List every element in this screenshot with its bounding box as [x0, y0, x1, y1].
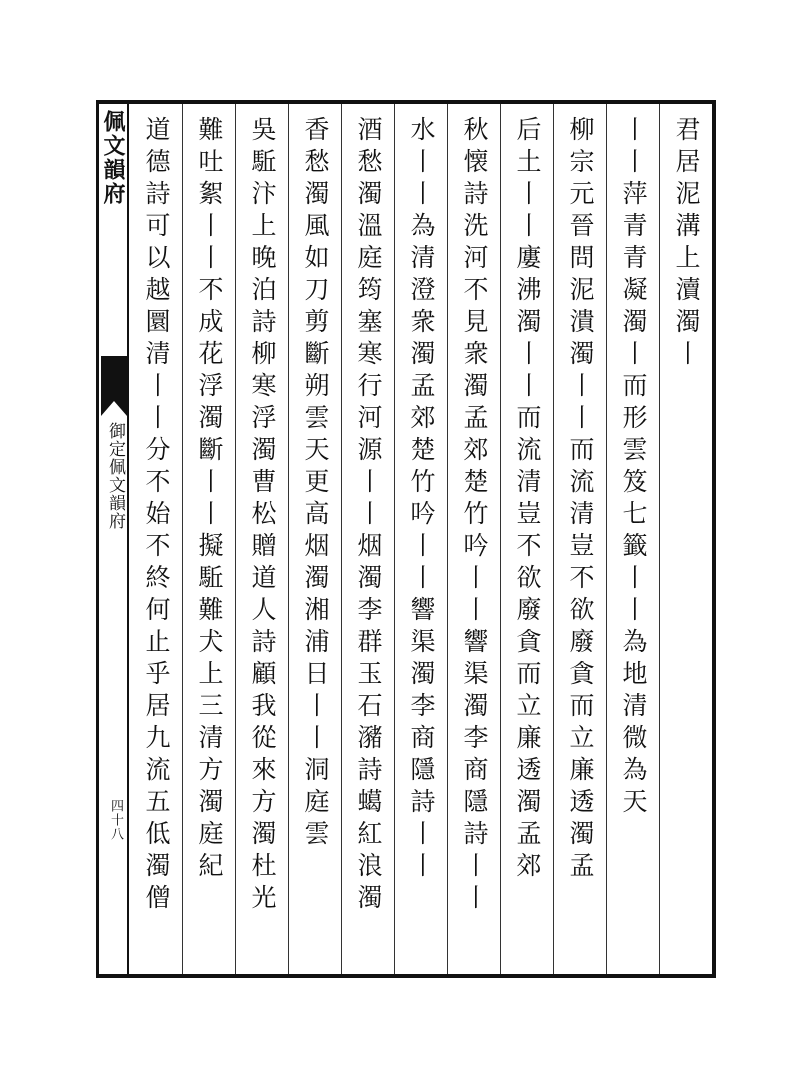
text-column-7: 酒愁濁溫庭筠塞寒行河源丨丨烟濁李群玉石瀦詩䗶紅浪濁 [341, 104, 394, 974]
text-column-4: 后土丨丨廔沸濁丨丨而流清豈不欲廢貪而立廉透濁孟郊 [500, 104, 553, 974]
text-column-1: 君居泥溝上瀆濁丨 [659, 104, 712, 974]
page-number: 四十八 [108, 799, 123, 841]
spine-margin [99, 104, 129, 974]
text-column-2: 丨丨萍青青凝濁丨而形雲笈七籤丨丨為地清微為天 [606, 104, 659, 974]
text-column-9: 吳駈汴上晚泊詩柳寒浮濁曹松贈道人詩顧我從來方濁杜光 [235, 104, 288, 974]
collection-title: 御定佩文韻府 [105, 422, 125, 530]
text-column-3: 柳宗元晉問泥潰濁丨丨而流清豈不欲廢貪而立廉透濁孟 [553, 104, 606, 974]
text-column-10: 難吐絮丨丨不成花浮濁斷丨丨擬駈難犬上三清方濁庭紀 [182, 104, 235, 974]
text-columns [129, 104, 712, 974]
spine-title: 佩文韻府 [100, 110, 126, 206]
right-border-rule [712, 100, 716, 978]
text-column-6: 水丨丨為清澄衆濁孟郊楚竹吟丨丨響渠濁李商隱詩丨丨 [394, 104, 447, 974]
bottom-border-rule [96, 974, 716, 978]
text-column-8: 香愁濁風如刀剪斷朔雲天更高烟濁湘浦日丨丨洞庭雲 [288, 104, 341, 974]
page-frame [96, 100, 716, 978]
fish-tail-mark-icon [101, 356, 127, 416]
text-column-5: 秋懐詩洗河不見衆濁孟郊楚竹吟丨丨響渠濁李商隱詩丨丨 [447, 104, 500, 974]
text-column-11: 道德詩可以越圜清丨丨分不始不終何止乎居九流五低濁僧 [142, 116, 171, 916]
